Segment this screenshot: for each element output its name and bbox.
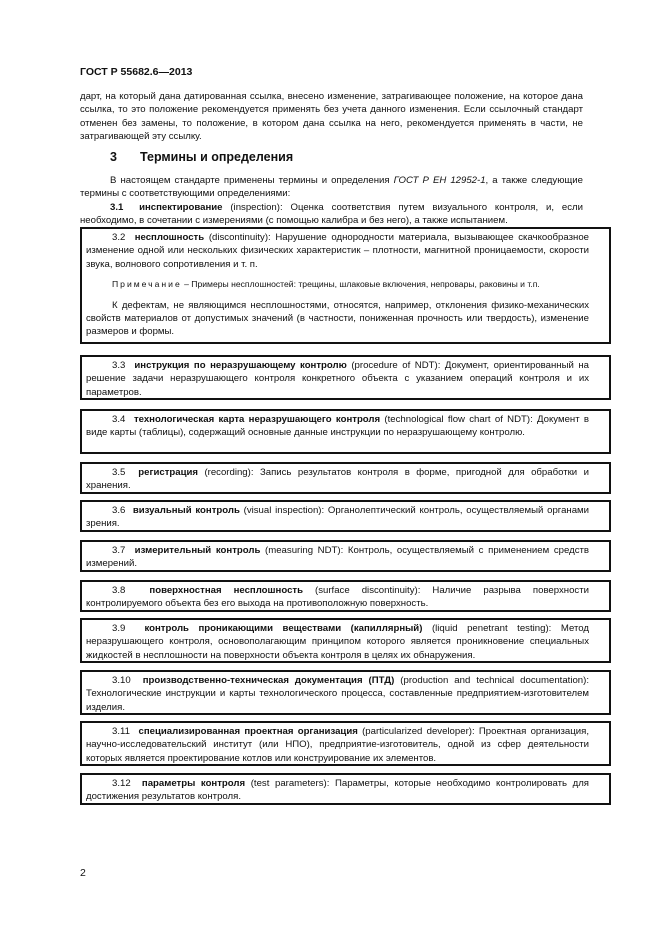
- section-title: Термины и определения: [140, 150, 294, 164]
- term-name: измерительный контроль: [134, 545, 261, 556]
- term-3-5-box: 3.5 регистрация (recording): Запись результатов контроля в форме, пригодной для обработки и хранения.: [80, 462, 611, 494]
- term-name: параметры контроля: [141, 778, 246, 789]
- term-3-9-box: 3.9 контроль проникающими веществами (капиллярный) (liquid penetrant testing): Метод неразрушающего контроля, основополагающим принципом которого является проникновение специальных жидкостей в несплошности на поверхности объекта контроля в целях их обнаружения.: [80, 618, 611, 663]
- term-name: производственно-техническая документация (ПТД): [142, 675, 395, 686]
- term-3-2-box: 3.2 несплошность (discontinuity): Нарушение однородности материала, вызывающее скачкообразное изменение одной или нескольких физических характеристик – плотности, магнитной проницаемости, скорости звука, волнового сопротивления и т. п. Примечание – Примеры несплошностей: трещины, шлаковые включения, непровары, раковины и т.п. К дефектам, не являющимся несплошностями, относятся, например, отклонения физико-механических свойств материалов от допустимых значений (в частности, пониженная прочность или твердость), изменение размеров и формы.: [80, 227, 611, 344]
- term-name: технологическая карта неразрушающего контроля: [133, 414, 381, 425]
- section-number: 3: [110, 150, 117, 164]
- term-name: инспектирование: [139, 202, 223, 213]
- term-name: несплошность: [134, 232, 205, 243]
- term-name: специализированная проектная организация: [138, 726, 358, 737]
- reference-standard: ГОСТ Р ЕН 12952-1: [393, 175, 486, 186]
- lead-paragraph: В настоящем стандарте применены термины и определения ГОСТ Р ЕН 12952-1, а также следующие термины с соответствующими определениями:: [80, 175, 583, 200]
- term-3-12-box: 3.12 параметры контроля (test parameters): Параметры, которые необходимо контролировать для достижения результатов контроля.: [80, 773, 611, 805]
- note: Примечание – Примеры несплошностей: трещины, шлаковые включения, непровары, раковины и т.п.: [112, 279, 540, 290]
- term-name: инструкция по неразрушающему контролю: [134, 360, 347, 371]
- term-3-10-box: 3.10 производственно-техническая документация (ПТД) (production and technical documentation): Технологические инструкции и карты технологического процесса, составленные предприятием-изготовителем изделия.: [80, 670, 611, 715]
- term-3-6-box: 3.6 визуальный контроль (visual inspection): Органолептический контроль, осуществляемый органами зрения.: [80, 500, 611, 532]
- term-3-4-box: 3.4 технологическая карта неразрушающего контроля (technological flow chart of NDT): Документ в виде карты (таблицы), содержащий основные данные инструкции по неразрушающему контролю.: [80, 409, 611, 454]
- term-name: визуальный контроль: [132, 505, 240, 516]
- note-extra: К дефектам, не являющимся несплошностями, относятся, например, отклонения физико-механических свойств материалов от допустимых значений (в частности, пониженная прочность или твердость), изменение размеров и формы.: [86, 299, 589, 338]
- section-heading: [110, 150, 293, 164]
- document-header: ГОСТ Р 55682.6—2013: [80, 66, 193, 78]
- term-name: контроль проникающими веществами (капиллярный): [144, 623, 423, 634]
- term-3-3-box: 3.3 инструкция по неразрушающему контролю (procedure of NDT): Документ, ориентированный на решение задачи неразрушающего контроля конкретного объекта с указанием операций контроля и их параметров.: [80, 355, 611, 400]
- term-3-11-box: 3.11 специализированная проектная организация (particularized developer): Проектная организация, научно-исследовательский институт (или НПО), предприятие-изготовитель, одной из сфер деятельности которых является проектирование котлов или конструирование их элементов.: [80, 721, 611, 766]
- term-name: поверхностная несплошность: [149, 585, 303, 596]
- term-3-1: 3.1 инспектирование (inspection): Оценка соответствия путем визуального контроля, и, если необходимо, в сочетании с измерениями (с помощью калибра и без него), а также испытанием.: [80, 202, 583, 227]
- intro-paragraph: дарт, на который дана датированная ссылка, внесено изменение, затрагивающее положение, на которое дана ссылка, то это положение рекомендуется применять без учета данного изменения. Если ссылочный стандарт отменен без замены, то положение, в котором дана ссылка на него, рекомендуется применять в части, не затрагивающей эту ссылку.: [80, 91, 583, 143]
- page-number: 2: [80, 867, 86, 879]
- term-3-8-box: 3.8 поверхностная несплошность (surface discontinuity): Наличие разрыва поверхности контролируемого объекта без его выхода на противоположную поверхность.: [80, 580, 611, 612]
- term-name: регистрация: [138, 467, 198, 478]
- term-3-7-box: 3.7 измерительный контроль (measuring NDT): Контроль, осуществляемый с применением средств измерений.: [80, 540, 611, 572]
